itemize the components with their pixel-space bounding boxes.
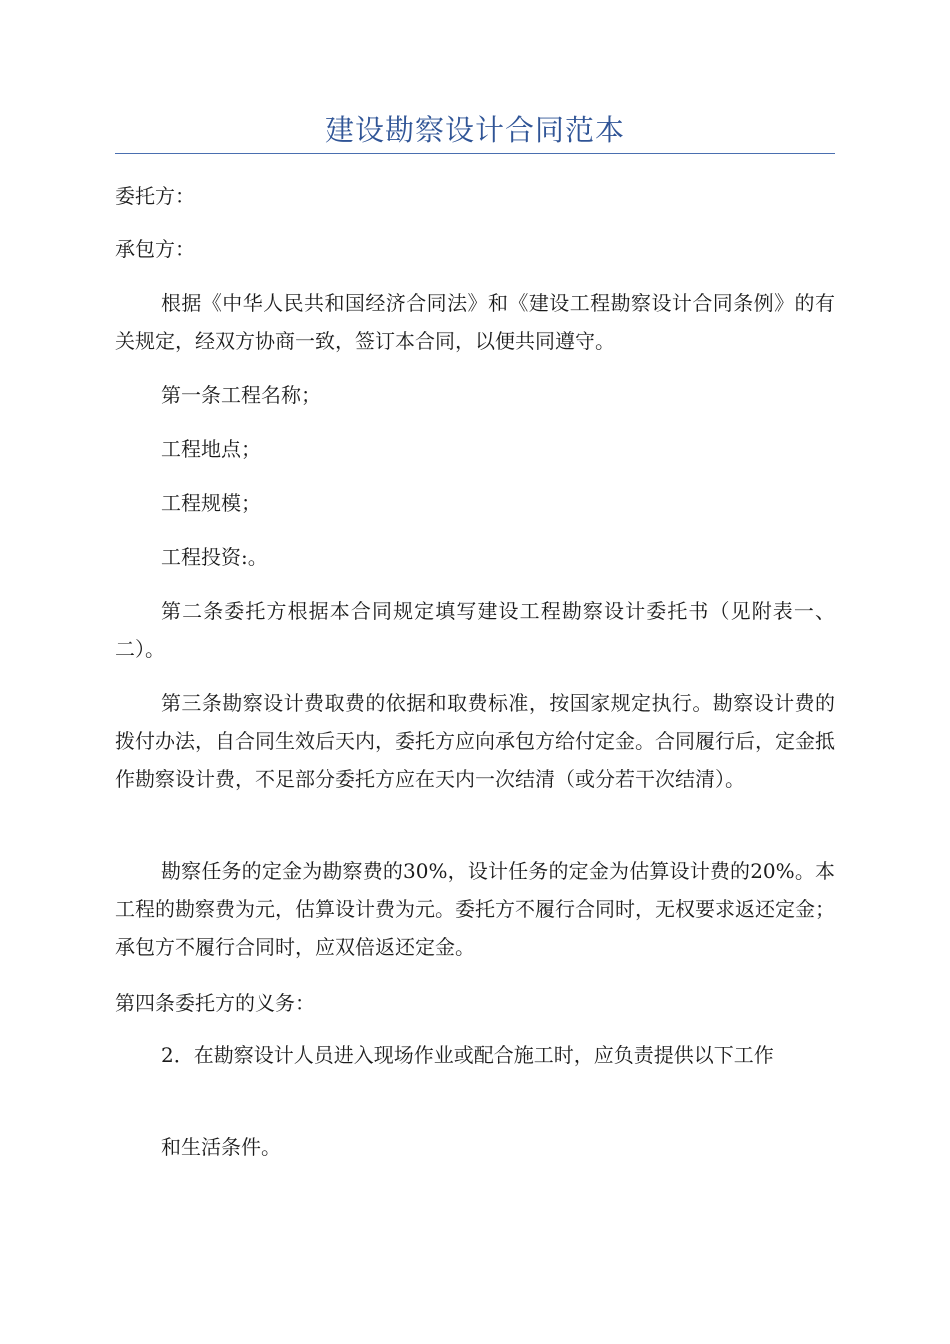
paragraph-preamble: 根据《中华人民共和国经济合同法》和《建设工程勘察设计合同条例》的有关规定，经双方协商一致，签订本合同，以便共同遵守。 bbox=[115, 291, 835, 353]
paragraph-client: 委托方： bbox=[115, 184, 195, 208]
paragraph-article-3: 第三条勘察设计费取费的依据和取费标准，按国家规定执行。勘察设计费的拨付办法，自合同生效后天内，委托方应向承包方给付定金。合同履行后，定金抵作勘察设计费，不足部分委托方应在天内一次结清（或分若干次结清）。 bbox=[115, 691, 835, 791]
paragraph-project-investment: 工程投资:。 bbox=[161, 545, 268, 569]
title-underline bbox=[115, 153, 835, 154]
paragraph-project-location: 工程地点； bbox=[161, 437, 261, 461]
paragraph-article-2: 第二条委托方根据本合同规定填写建设工程勘察设计委托书（见附表一、二）。 bbox=[115, 599, 835, 661]
paragraph-deposit: 勘察任务的定金为勘察费的30%，设计任务的定金为估算设计费的20%。本工程的勘察费为元，估算设计费为元。委托方不履行合同时，无权要求返还定金；承包方不履行合同时，应双倍返还定金。 bbox=[115, 859, 835, 959]
paragraph-article-1: 第一条工程名称； bbox=[161, 383, 321, 407]
paragraph-project-scale: 工程规模； bbox=[161, 491, 261, 515]
paragraph-item-2: 2．在勘察设计人员进入现场作业或配合施工时，应负责提供以下工作 bbox=[161, 1043, 774, 1067]
paragraph-living-conditions: 和生活条件。 bbox=[161, 1135, 281, 1159]
paragraph-article-4: 第四条委托方的义务： bbox=[115, 991, 315, 1015]
document-title: 建设勘察设计合同范本 bbox=[324, 113, 625, 147]
paragraph-contractor: 承包方： bbox=[115, 237, 195, 261]
